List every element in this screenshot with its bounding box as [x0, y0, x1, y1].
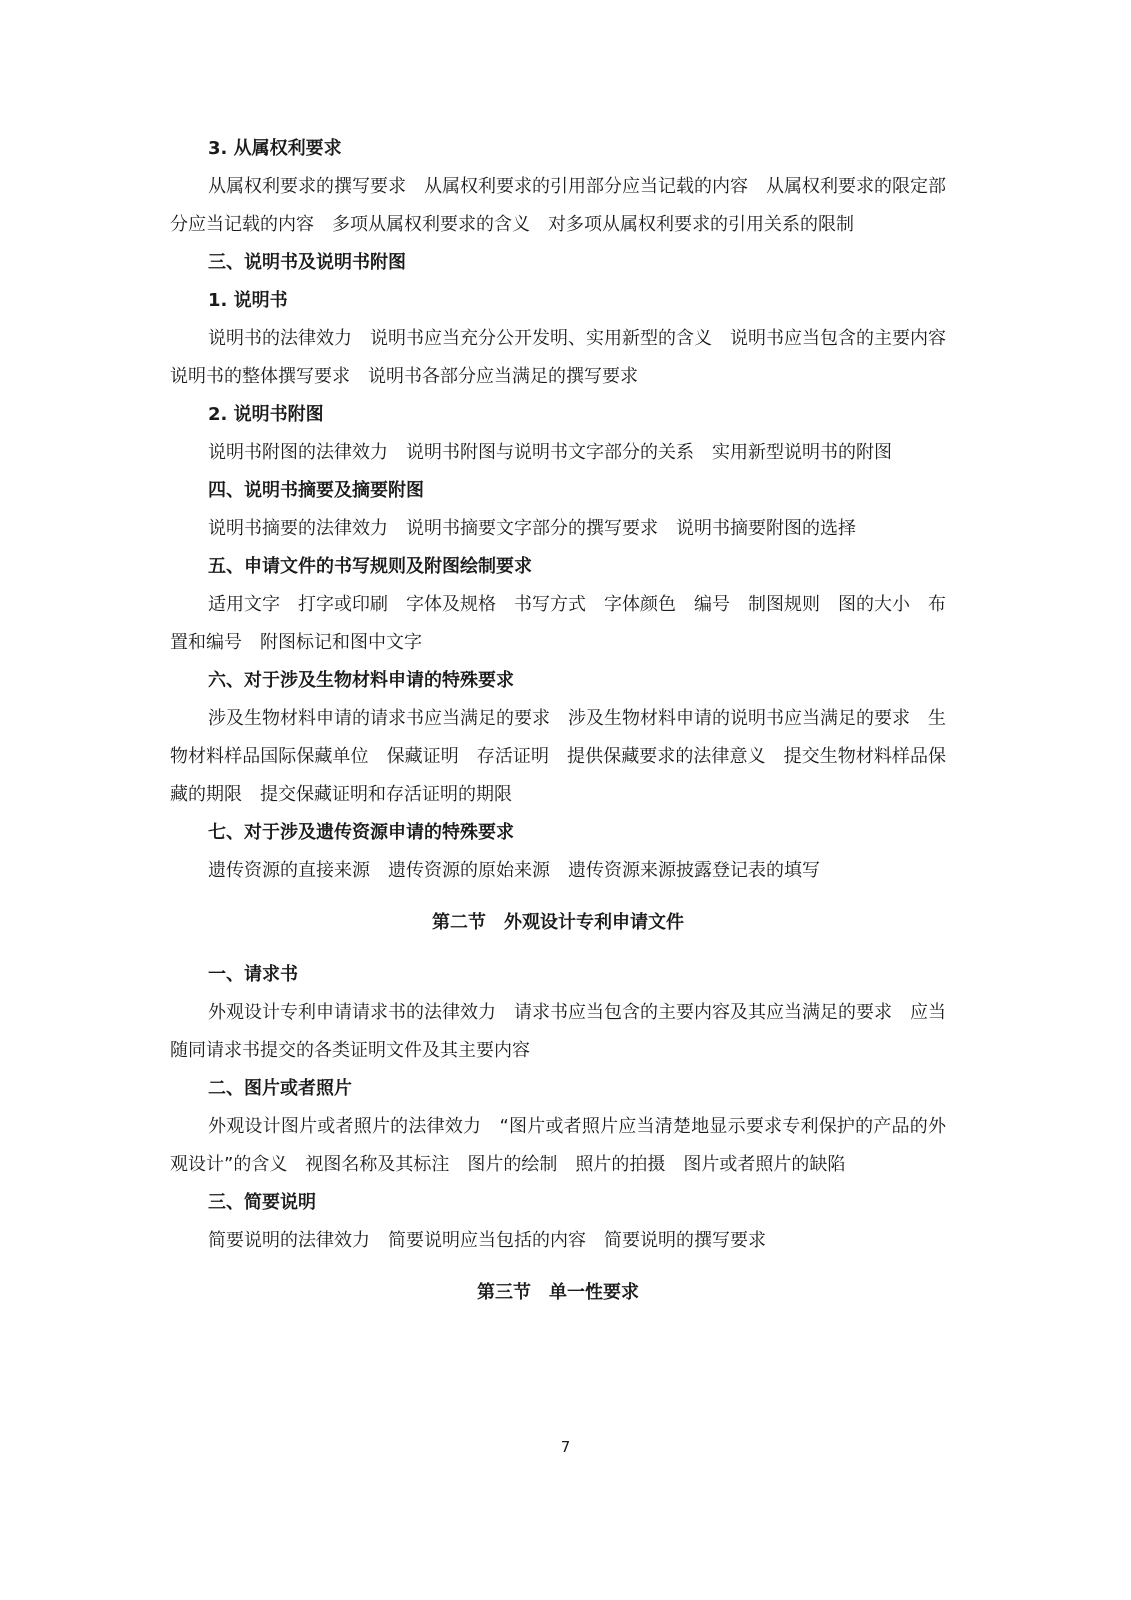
- heading-abstract: 四、说明书摘要及摘要附图: [208, 480, 424, 501]
- heading-pictures-photos: 二、图片或者照片: [208, 1078, 352, 1099]
- heading-dependent-claims: 3. 从属权利要求: [208, 138, 342, 159]
- paragraph-abstract: 说明书摘要的法律效力 说明书摘要文字部分的撰写要求 说明书摘要附图的选择: [208, 518, 856, 539]
- paragraph-description: 说明书的法律效力 说明书应当充分公开发明、实用新型的含义 说明书应当包含的主要内容 说明书的整体撰写要求 说明书各部分应当满足的撰写要求: [170, 328, 964, 387]
- heading-genetic-resources: 七、对于涉及遗传资源申请的特殊要求: [208, 822, 514, 843]
- paragraph-request: 外观设计专利申请请求书的法律效力 请求书应当包含的主要内容及其应当满足的要求 应当随同请求书提交的各类证明文件及其主要内容: [170, 1002, 946, 1061]
- heading-writing-rules: 五、申请文件的书写规则及附图绘制要求: [208, 556, 532, 577]
- heading-drawings: 2. 说明书附图: [208, 404, 324, 425]
- paragraph-writing-rules: 适用文字 打字或印刷 字体及规格 书写方式 字体颜色 编号 制图规则 图的大小 布置和编号 附图标记和图中文字: [170, 594, 946, 653]
- heading-brief-explanation: 三、简要说明: [208, 1192, 316, 1213]
- heading-description-and-drawings: 三、说明书及说明书附图: [208, 252, 406, 273]
- paragraph-brief-explanation: 简要说明的法律效力 简要说明应当包括的内容 简要说明的撰写要求: [208, 1230, 766, 1251]
- heading-description: 1. 说明书: [208, 290, 288, 311]
- page-number: 7: [560, 1438, 571, 1456]
- section-title-design-application: 第二节 外观设计专利申请文件: [432, 912, 684, 933]
- page-content: [170, 130, 964, 1312]
- heading-biological-materials: 六、对于涉及生物材料申请的特殊要求: [208, 670, 514, 691]
- paragraph-drawings: 说明书附图的法律效力 说明书附图与说明书文字部分的关系 实用新型说明书的附图: [208, 442, 892, 463]
- paragraph-genetic-resources: 遗传资源的直接来源 遗传资源的原始来源 遗传资源来源披露登记表的填写: [208, 860, 820, 881]
- heading-request: 一、请求书: [208, 964, 298, 985]
- paragraph-pictures-photos: 外观设计图片或者照片的法律效力 “图片或者照片应当清楚地显示要求专利保护的产品的外观设计”的含义 视图名称及其标注 图片的绘制 照片的拍摄 图片或者照片的缺陷: [170, 1116, 946, 1175]
- section-title-unity: 第三节 单一性要求: [477, 1282, 639, 1303]
- paragraph-biological-materials: 涉及生物材料申请的请求书应当满足的要求 涉及生物材料申请的说明书应当满足的要求 生物材料样品国际保藏单位 保藏证明 存活证明 提供保藏要求的法律意义 提交生物材料样品保藏的期限 提交保藏证明和存活证明的期限: [170, 708, 946, 805]
- paragraph-dependent-claims: 从属权利要求的撰写要求 从属权利要求的引用部分应当记载的内容 从属权利要求的限定部分应当记载的内容 多项从属权利要求的含义 对多项从属权利要求的引用关系的限制: [170, 176, 946, 235]
